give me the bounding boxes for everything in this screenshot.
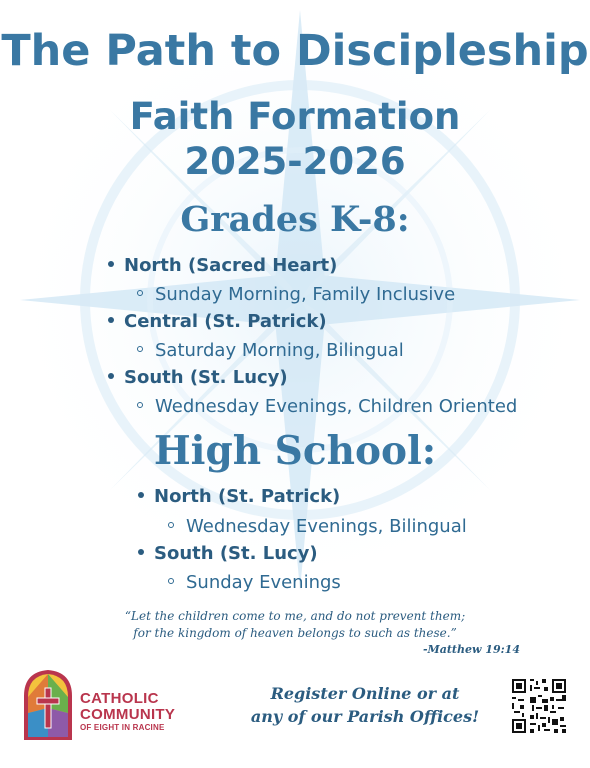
logo-text: COMMUNITY	[80, 706, 176, 723]
list-item	[168, 572, 341, 593]
list-item	[168, 516, 467, 537]
list-item	[108, 255, 337, 276]
quote-attribution: -Matthew 19:14	[422, 643, 520, 656]
location-name: South (St. Lucy)	[154, 543, 318, 564]
bullet-icon	[108, 373, 114, 379]
logo-text: CATHOLIC	[80, 690, 159, 707]
quote-line: for the kingdom of heaven belongs to such as these.”	[133, 626, 457, 640]
bullet-icon	[108, 317, 114, 323]
qr-code-icon[interactable]	[510, 677, 568, 735]
location-name: North (Sacred Heart)	[124, 255, 338, 276]
schedule-detail: Wednesday Evenings, Children Oriented	[155, 396, 518, 417]
bullet-circle-icon	[137, 346, 143, 352]
list-item	[137, 340, 404, 361]
subtitle: Faith Formation	[129, 95, 461, 138]
list-item	[138, 486, 340, 507]
location-name: Central (St. Patrick)	[124, 311, 327, 332]
schedule-detail: Wednesday Evenings, Bilingual	[186, 516, 467, 537]
quote-line: “Let the children come to me, and do not prevent them;	[124, 609, 466, 623]
schedule-detail: Sunday Morning, Family Inclusive	[155, 284, 456, 305]
register-line: Register Online or at	[270, 684, 460, 703]
high-school-heading: High School:	[153, 428, 437, 474]
list-item	[108, 311, 327, 332]
location-name: North (St. Patrick)	[154, 486, 341, 507]
bullet-icon	[138, 492, 144, 498]
bullet-circle-icon	[137, 290, 143, 296]
list-item	[137, 284, 455, 305]
logo-text: OF EIGHT IN RACINE	[80, 723, 165, 732]
bullet-circle-icon	[137, 402, 143, 408]
list-item	[138, 543, 318, 564]
list-item	[137, 396, 517, 417]
bullet-circle-icon	[168, 522, 174, 528]
bullet-circle-icon	[168, 578, 174, 584]
bullet-icon	[108, 261, 114, 267]
location-name: South (St. Lucy)	[124, 367, 288, 388]
school-year: 2025-2026	[184, 140, 406, 183]
schedule-detail: Sunday Evenings	[186, 572, 341, 593]
schedule-detail: Saturday Morning, Bilingual	[155, 340, 404, 361]
register-line: any of our Parish Offices!	[250, 707, 480, 726]
grades-heading: Grades K-8:	[180, 199, 410, 240]
list-item	[108, 367, 288, 388]
bullet-icon	[138, 549, 144, 555]
page-title: The Path to Discipleship	[1, 26, 589, 76]
stained-glass-cross-icon	[20, 668, 76, 742]
